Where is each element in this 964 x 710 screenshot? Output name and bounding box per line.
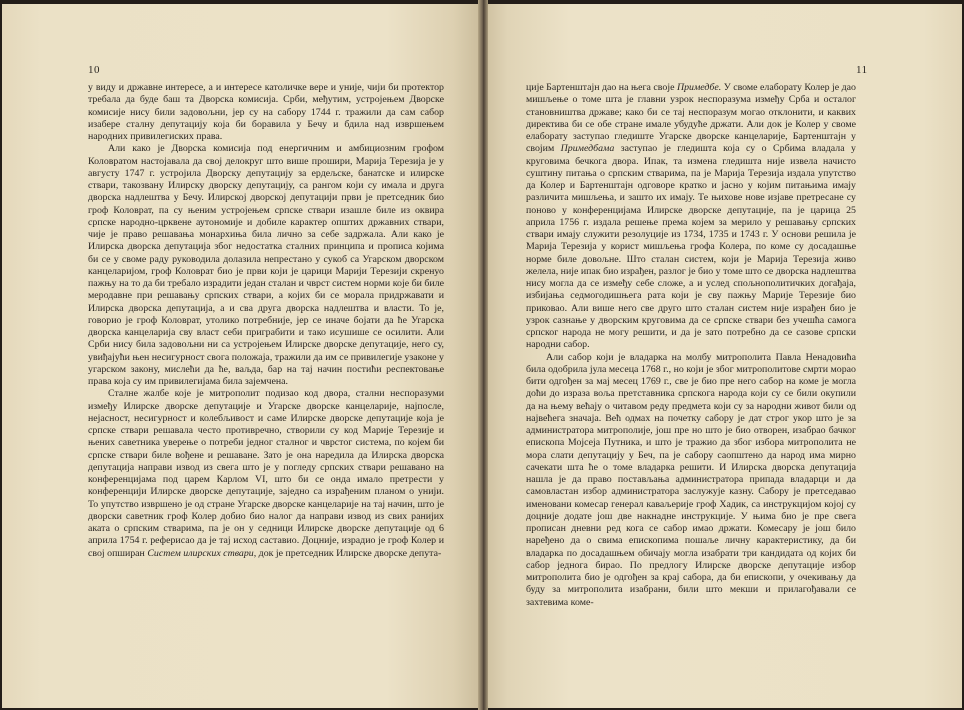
paragraph <box>526 352 856 609</box>
paragraph-text: Сталне жалбе које је митрополит подизао код двора, стални неспоразуми између Илирске дворске депутације и Угарске дворске канцеларије, најпосле, нејасност, несигурност и колебљивост и саме Илирске дворске депутације која је српске ствари решавала често противречно, створили су код Марије Терезије и њених саветника уверење о потреби једног сталног и чврстог система, по којем би српске ствари биле вођене и решаване. Зато је она наредила да Илирска дворска депутација направи извод из свега што је у погледу српских ствари решавано на конференцијама под царем Карлом VI, што би се онда имало претрести у конференцији Илирске дворске депутације, заједно са израђеним планом о унији. То упутство извршено је од стране Угарске дворске канцеларије на тај начин, што је дворски саветник гроф Колер добио био налог да направи извод из свих ранијих аката о српским стварима, па је он у седници Илирске дворске депутације од 6 априла 1754 г. реферисао да је тај исход саставио. Доцније, израдио је гроф Колер и свој опширан <box>88 388 444 559</box>
page-number-left: 10 <box>88 64 100 76</box>
paragraph-text: Али сабор који је владарка на молбу митрополита Павла Ненадовића била одобрила јула месеца 1768 г., но који је због митрополитове смрти морао бити одгођен за мај месец 1769 г., све је био пре него сабор на коме је могла доћи до израза воља претставника српскога народа који су се били окупили да на њему већају о читавом реду предмета који су за народни живот били од највећега значаја. Већ одмах на почетку сабору је дат строг укор што је за администратора митрополије, још пре но што је био отворен, изабрао бачког епископа Мојсеја Путника, и што је тражио да због избора митрополита не мора слати депутацију у Беч, па је сабору саопштено да народ има мирно сачекати шта ће о томе владарка решити. И Илирска дворска депутација нашла је да право постављања администратора припада владарци и да самовластан избор администратора заслужује казну. Сабору је претседавао именовани комесар генерал каваљерије гроф Хадик, са инструкцијом којој су доцније додате још две накнадне инструкције. У њима био је пре свега прописан дневни ред кога се сабор имао држати. Комесару је још било наређено да о свима епископима пошаље личну карактеристику, да би владарка по досадашњем обичају могла изабрати три кандидата од којих би сабор једнога бирао. По предлогу Илирске дворске депутације избор митрополита био је одгођен за крај сабора, да би епископи, у очекивању да буду за митрополита изабрани, били што мекши и прилагођавали се захтевима коме- <box>526 351 856 608</box>
paragraph: Али како је Дворска комисија под енергичним и амбициозним грофом Коловратом настојавала да свој делокруг што више прошири, Марија Терезија је у августу 1747 г. устројила Дворску депутацију за ердељске, банатске и илирске ствари, такозвану Илирску дворску депутацију, са рангом који су имала и друга дворска надлештва у Бечу. Илирској дворској депутацији први је претседник био гроф Коловрат, па су њеним устројењем српске ствари изашле биле из оквира српске народно-црквене аутономије и добиле карактер општих државних ствари, чије је право решавања монархиња била лично за себе задржала. Али како је Илирска дворска депутација због недостатка сталних принципа и прописа којима би се у своме раду руководила долазила непрестано у сукоб са Угарском дворском канцеларијом, гроф Коловрат био је први који је царици Марији Терезији скренуо пажњу на то да би требало израдити један сталан и чврст систем норми које би биле меродавне при решавању српских ствари, а којих би се морала придржавати и Илирска дворска депутација, а и сва друга дворска надлештва и власти. То је, говорио је гроф Коловрат, утолико потребније, јер се иначе бојати да ће Угарска дворска канцеларија сву власт себи приграбити и тако исушише се осилити. Али Срби нису била задовољни ни са устројењем Илирске дворске депутације, него су, увиђајући њен несигурност свога положаја, тражили да им се привилегије узаконе у угарском закону, мислећи да ће, ваљда, бар на тај начин постићи респектовање права која су им привилегијама била зајемчена. <box>88 143 444 387</box>
left-page-text <box>88 82 444 560</box>
paragraph: у виду и државне интересе, а и интересе католичке вере и уније, чији би протектор требала да буде баш та Дворска комисија. Срби, међутим, устројењем Дворске комисије нису били задовољни, јер су на сабору 1744 г. тражили да сам сабор изабере сталну депутацију која би боравила у Бечу и бдила над извршењем народних привилегиских права. <box>88 82 444 142</box>
italic-title: Примедбе. <box>676 82 722 93</box>
page-number-right: 11 <box>856 64 868 76</box>
right-page-text <box>526 82 856 609</box>
left-page <box>2 4 482 708</box>
italic-title: Примедбама <box>560 143 615 155</box>
paragraph <box>526 82 856 352</box>
paragraph-text: заступао је гледишта која су о Србима владала у круговима бечкога двора. Ипак, та измена гледишта није извела начисто суштину питања о српским стварима, па је Марија Терезија издала упутство да Колер и Бартенштајн одговоре кратко и јасно у којим питањима имају различита мишљења, и зашто их имају. Те њихове нове изјаве претресане су поново у конференцијама Илирске дворске депутације, па је царица 25 априла 1756 г. издала решење према којем за мерило у решавању српских ствари имају служити резолуције из 1734, 1735 и 1743 г. У основи решила је Марија Терезија у корист мишљења грофа Колера, по коме су досадашње норме биле довољне. Што сталан систем, који је Марија Терезија живо желела, није ипак био израђен, разлог је био у томе што се дворска надлештва нису могла да се између себе сложе, а и услед спољнополитичких догађаја, избијања седмогодишњега рата који је сву пажњу Марије Терезије био приковао. Али више него све друго што сталан систем није израђен био је узрок сазнање у дворским круговима да се српске ствари без учешћа самога српског народа не могу решити, и да је зато потребно да се сазове српски народни сабор. <box>526 143 856 351</box>
paragraph <box>88 388 444 560</box>
paragraph-text: ције Бартенштајн дао на њега своје <box>526 82 677 93</box>
paragraph-text: У своме елаборату Колер је дао мишљење о томе шта је главни узрок неспоразума између Срба и осталог становништва државе; како би се тај неспоразум могао отклонити, и каквих директива би се обе стране имале убудуће држати. Али док је Колер у своме елаборату заступао гледиште Угарске дворске канцеларије, Бартенштајн у својим <box>526 82 856 155</box>
book-gutter <box>478 0 488 710</box>
paragraph-text: док је претседник Илирске дворске депута- <box>256 547 442 559</box>
right-page <box>484 4 962 708</box>
italic-title: Систем илирских ствари, <box>147 547 257 559</box>
